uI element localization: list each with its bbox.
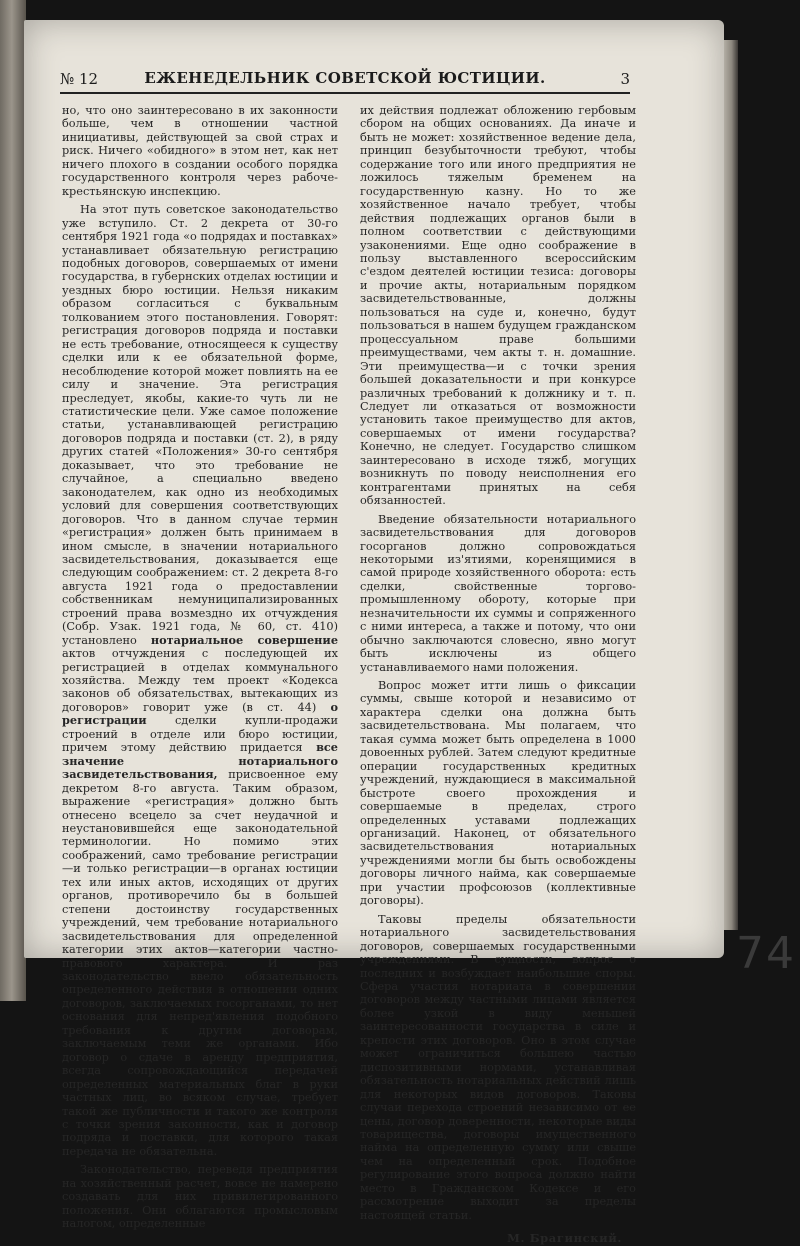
book-spine — [0, 0, 26, 1001]
left-column — [62, 104, 338, 1231]
emphasis-full-meaning: все значение нотариального засвидетельствования, — [62, 740, 338, 782]
emphasis-notarial: нотариальное совершение — [150, 632, 339, 647]
emphasis-registration: о регистрации — [62, 699, 338, 728]
issue-number: № 12 — [60, 70, 99, 88]
left-paragraph-2: На этот путь советское законодательство уже вступило. Ст. 2 декрета от 30-го сентября 1921 года «о подрядах и поставках» устанавливает обязательную регистрацию подобных договоров, совершаемых от имени государства, в губернских отделах юстиции и уездных бюро юстиции. Нельзя никаким образом согласиться с буквальным толкованием этого постановления. Говорят: регистрация договоров подряда и поставки не есть требование, относящееся к существу сделки или к ее обязательной форме, несоблюдение которой может повлиять на ее силу и значение. Эта регистрация преследует, якобы, какие-то чуть ли не статистические цели. Уже самое положение статьи, устанавливающей регистрацию договоров подряда и поставки (ст. 2), в ряду других статей «Положения» 30-го сентября доказывает, что это требование не случайное, а специально введено законодателем, как одно из необходимых условий для совершения соответствующих договоров. Что в данном случае термин «регистрация» должен быть принимаем в ином смысле, в значении нотариального засвидетельствования, доказывается еще следующим соображением: ст. 2 декрета 8-го августа 1921 года о предоставлении собственникам немуниципализированных строений права возмездно их отчуждения (Собр. Узак. 1921 года, № 60, ст. 410) установлено нотариальное совершение актов отчуждения с последующей их регистрацией в отделах коммунального хозяйства. Между тем проект «Кодекса законов об обязательствах, вытекающих из договоров» говорит уже (в ст. 44) о регистрации сделки купли-продажи строений в отделе или бюро юстиции, причем этому действию придается все значение нотариального засвидетельствования, присвоенное ему декретом 8-го августа. Таким образом, выражение «регистрация» должно быть отнесено всецело за счет неудачной и неустановившейся еще законодательной терминологии. Но помимо этих соображений, само требование регистрации—и только регистрации—в органах юстиции тех или иных актов, исходящих от других органов, противоречило бы в большей степени достоинству государственных учреждений, чем требование нотариального засвидетельствования для определенной категории этих актов—категории частно-правового характера. И раз законодательство ввело обязательность определенного действия в отношении одних договоров, заключаемых госорганами, то нет основания для непред'явления подобного требования к другим договорам, заключаемым теми же органами. Ибо договор о сдаче в аренду предприятия, всегда сопровождающийся передачей определенных материальных благ в руки частных лиц, во всяком случае, требует такой же публичности и такого же контроля с точки зрения законности, как и договор подряда и поставки, для которого такая передача не обязательна. — [62, 203, 339, 1158]
page-edge — [722, 40, 738, 930]
left-paragraph-3: Законодательство, переведя предприятия на хозяйственный расчет, вовсе не намерено создавать для них привилегированного положения. Они облагаются промысловым налогом, определенные — [62, 1163, 338, 1231]
scan-watermark: 74 — [736, 928, 796, 979]
right-paragraph-4: Таковы пределы обязательности нотариального засвидетельствования договоров, совершаемых государственными учреждениями. В сущности, вопрос о последних и возбуждает наибольшие споры. Сфера участия нотариата в совершении договоров между частными лицами является более узкой в виду меньшей заинтересованности государства в силе и крепости этих договоров. Оно в этом случае может ограничиться большею частью диспозитивными нормами, устанавливая обязательность нотариальных действий лишь для некоторых видов договоров. Таковы случаи перехода строений независимо от ее цены, договор доверенности, некоторые виды товарищества, договоры имущественного найма на определенную сумму или свыше чем на определенный срок. Подобное регулирование этого вопроса должно найти место в Гражданском Кодексе и его рассмотрение выходит за пределы настоящей статьи. — [360, 912, 636, 1222]
left-paragraph-1: но, что оно заинтересовано в их законности больше, чем в отношении частной инициативы, действующей за свой страх и риск. Ничего «обидного» в этом нет, как нет ничего плохого в создании особого порядка государственного контроля через рабоче-крестьянскую инспекцию. — [62, 104, 338, 198]
page-number: 3 — [620, 70, 630, 88]
right-paragraph-2: Введение обязательности нотариального засвидетельствования для договоров госорганов должно сопровождаться некоторыми из'ятиями, коренящимися в самой природе хозяйственного оборота: есть сделки, свойственные торгово-промышленному обороту, которые при незначительности их суммы и сопряженного с ними интереса, а также и потому, что они обычно заключаются словесно, явно могут быть исключены из общего устанавливаемого нами положения. — [360, 512, 636, 674]
right-paragraph-3: Вопрос может итти лишь о фиксации суммы, свыше которой и независимо от характера сделки она должна быть засвидетельствована. Мы полагаем, что такая сумма может быть определена в 1000 довоенных рублей. Затем следуют кредитные операции государственных кредитных учреждений, нуждающиеся в максимальной быстроте своего прохождения и совершаемые в пределах, строго определенных уставами подлежащих организаций. Наконец, от обязательного засвидетельствования нотариальных учреждениями могли бы быть освобождены договоры личного найма, как совершаемые при участии профсоюзов (коллективные договоры). — [360, 679, 636, 908]
page-header — [60, 68, 630, 94]
right-column — [360, 104, 636, 1246]
right-paragraph-1: их действия подлежат обложению гербовым сбором на общих основаниях. Да иначе и быть не может: хозяйственное ведение дела, принцип безубыточности требуют, чтобы содержание того или иного предприятия не ложилось тяжелым бременем на государственную казну. Но то же хозяйственное начало требует, чтобы действия подлежащих органов были в полном соответствии с действующими узаконениями. Еще одно соображение в пользу выставленного всероссийским с'ездом деятелей юстиции тезиса: договоры и прочие акты, нотариальным порядком засвидетельствованные, должны пользоваться на суде и, конечно, будут пользоваться в нашем будущем гражданском процессуальном праве большими преимуществами, чем акты т. н. домашние. Эти преимущества—и с точки зрения большей доказательности и при конкурсе различных требований к должнику и т. п. Следует ли отказаться от возможности установить такое преимущество для актов, совершаемых от имени государства? Конечно, не следует. Государство слишком заинтересовано в исходе тяжб, могущих возникнуть по поводу неисполнения его контрагентами принятых на себя обязанностей. — [360, 104, 636, 508]
author-signature: М. Брагинский. — [507, 1231, 622, 1246]
journal-title: ЕЖЕНЕДЕЛЬНИК СОВЕТСКОЙ ЮСТИЦИИ. — [144, 69, 546, 87]
